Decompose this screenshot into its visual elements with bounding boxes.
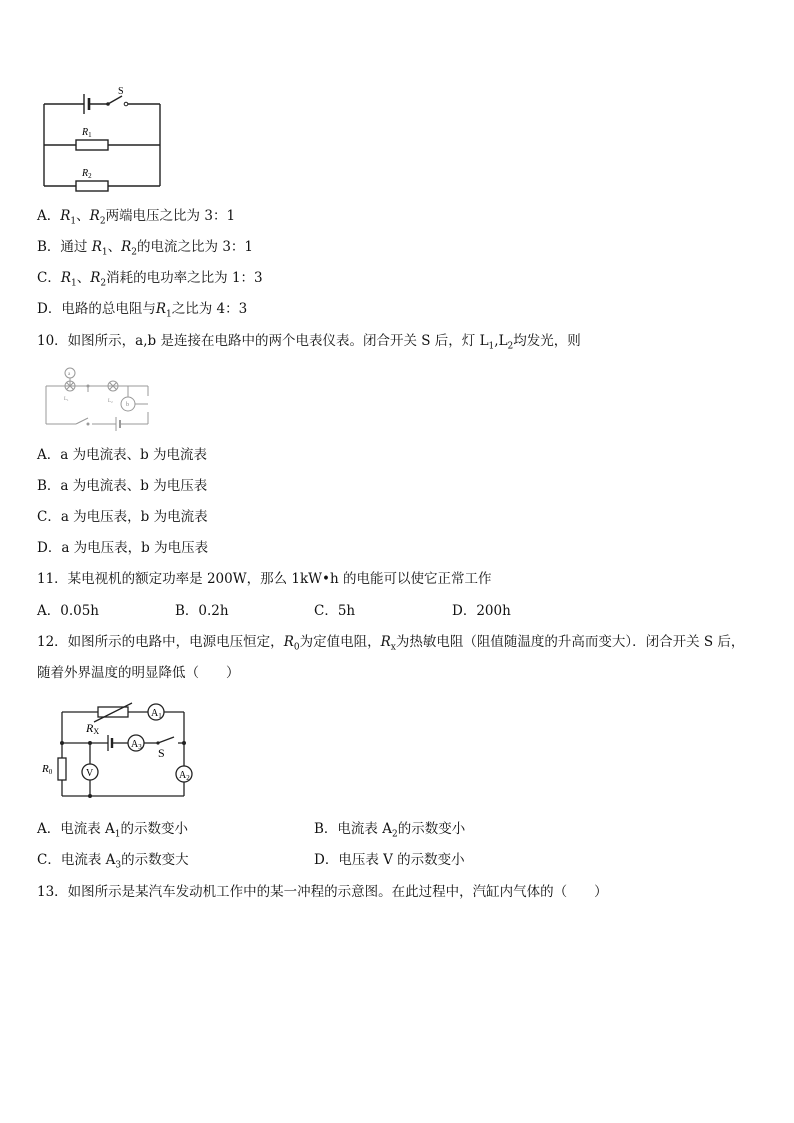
- circuit-q10-svg: [38, 362, 168, 434]
- q12-stem-line1: 12．如图所示的电路中，电源电压恒定，$R_0$为定值电阻，$R_x$为热敏电阻（阻值随温度的升高而变大）．闭合开关 S 后，: [37, 634, 745, 653]
- q10-option-c[interactable]: C．a 为电压表，b 为电流表: [37, 509, 208, 525]
- q9-option-c[interactable]: C．$R_1$、$R_2$消耗的电功率之比为 1：3: [37, 270, 263, 289]
- q12-option-a[interactable]: A．电流表 $A_1$的示数变小: [37, 821, 189, 840]
- circuit-diagram-q10: [38, 362, 168, 434]
- q12-option-c[interactable]: C．电流表 $A_3$的示数变大: [37, 852, 189, 871]
- q12-option-b[interactable]: B．电流表 $A_2$的示数变小: [314, 821, 466, 840]
- q11-option-c[interactable]: C．5h: [314, 603, 356, 619]
- q10-option-d[interactable]: D．a 为电压表，b 为电压表: [37, 540, 209, 556]
- q10-option-a[interactable]: A．a 为电流表、b 为电流表: [37, 447, 208, 463]
- q13-stem: 13．如图所示是某汽车发动机工作中的某一冲程的示意图。在此过程中，汽缸内气体的（ ）: [37, 884, 608, 900]
- a1-label: $A_1$: [151, 708, 162, 720]
- q11-option-b[interactable]: B．0.2h: [175, 603, 229, 619]
- q12-stem-line2: 随着外界温度的明显降低（ ）: [37, 665, 240, 681]
- switch-blade-q12: [158, 737, 174, 743]
- circuit-q12-svg: [38, 700, 198, 800]
- r1-label: $R_1$: [82, 127, 92, 139]
- a3-label: $A_3$: [131, 739, 142, 751]
- a2-label: $A_2$: [179, 770, 190, 782]
- resistor-r0: [58, 758, 66, 780]
- q10-option-b[interactable]: B．a 为电流表、b 为电压表: [37, 478, 208, 494]
- meter-a-label: a: [68, 372, 71, 377]
- q10-stem: 10．如图所示，a,b 是连接在电路中的两个电表仪表。闭合开关 S 后，灯 $L_1,L_2$均发光，则: [37, 333, 581, 352]
- voltmeter-label: V: [86, 768, 94, 779]
- r0-label: R0: [42, 763, 53, 776]
- circuit-q9-svg: [38, 82, 168, 194]
- lamp-l1-label: L₁: [64, 397, 69, 402]
- thermistor-arrow: [94, 703, 132, 722]
- meter-b-label: b: [126, 402, 129, 408]
- resistor-r2: [76, 181, 108, 191]
- rx-label: RX: [86, 721, 100, 736]
- q11-option-a[interactable]: A．0.05h: [37, 603, 100, 619]
- circuit-diagram-q9: [38, 82, 168, 194]
- q11-stem: 11．某电视机的额定功率是 200W，那么 1kW•h 的电能可以使它正常工作: [37, 571, 492, 587]
- q9-option-b[interactable]: B．通过 $R_1$、$R_2$的电流之比为 3：1: [37, 239, 254, 258]
- resistor-r1: [76, 140, 108, 150]
- lamp-l2-label: L₂: [108, 399, 113, 404]
- q9-option-a[interactable]: A．$R_1$、$R_2$两端电压之比为 3：1: [37, 208, 236, 227]
- switch-label-q12: S: [158, 746, 165, 760]
- q12-option-d[interactable]: D．电压表 V 的示数变小: [314, 852, 465, 868]
- switch-label: S: [118, 86, 124, 97]
- q9-option-d[interactable]: D．电路的总电阻与$R_1$之比为 4：3: [37, 301, 248, 320]
- circuit-diagram-q12: [38, 700, 198, 800]
- switch-blade: [108, 96, 122, 104]
- r2-label: $R_2$: [82, 168, 92, 180]
- q11-option-d[interactable]: D．200h: [452, 603, 511, 619]
